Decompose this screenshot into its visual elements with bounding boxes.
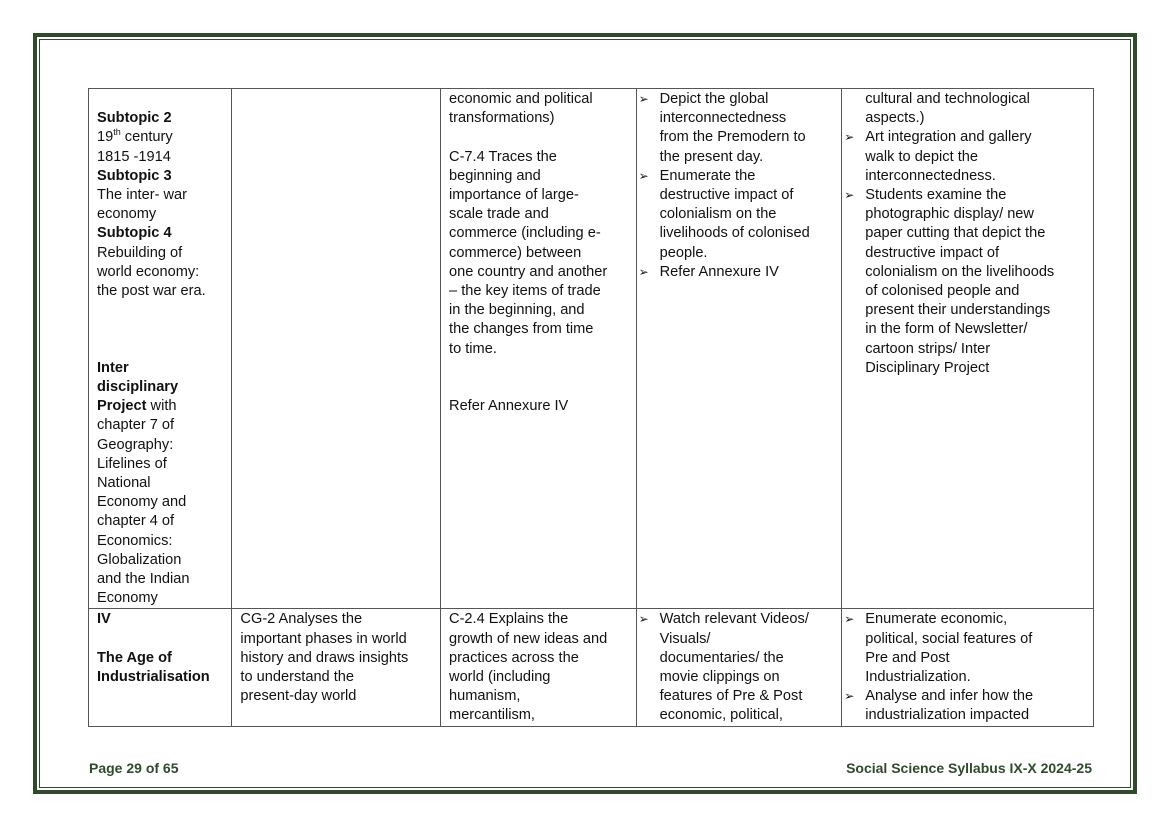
competency-line: transformations) <box>449 110 555 127</box>
subtopic-3-line: economy <box>97 206 157 223</box>
project-line: National <box>97 475 151 492</box>
competency-line: importance of large- <box>449 187 579 203</box>
competency-line: commerce) between <box>449 244 582 261</box>
competency-line: – the key items of trade <box>449 283 601 300</box>
document-title: Social Science Syllabus IX-X 2024-25 <box>846 760 1092 776</box>
subtopic-4-line: world economy: <box>97 263 200 280</box>
project-heading-line: Project with <box>97 398 177 415</box>
competency-cell <box>441 89 637 609</box>
learning-outcome-cell: CG-2 Analyses the important phases in world history and draws insights to understand the present-day world <box>232 609 441 726</box>
pedagogy-list <box>645 610 834 725</box>
project-line: chapter 7 of <box>97 417 175 434</box>
subtopic-2-heading: Subtopic 2 <box>97 110 172 127</box>
learning-outcome-cell <box>232 89 441 609</box>
competency-line: beginning and <box>449 167 541 184</box>
subtopic-3-line: The inter- war <box>97 187 188 203</box>
project-line: chapter 4 of <box>97 513 175 530</box>
project-line: Economy and <box>97 494 187 511</box>
subtopic-3-heading: Subtopic 3 <box>97 167 172 184</box>
competency-line: C-7.4 Traces the <box>449 148 557 165</box>
competency-line: to time. <box>449 340 497 357</box>
list-item-continued: cultural and technological aspects.) <box>865 91 1030 127</box>
competency-line: scale trade and <box>449 206 549 223</box>
unit-title-line: The Age of <box>97 649 172 666</box>
competency-line: economic and political <box>449 91 593 107</box>
list-item: ➢ Enumerate economic, political, social features of Pre and Post Industrialization. <box>850 610 1085 687</box>
unit-title-line: Industrialisation <box>97 669 210 686</box>
page-number: Page 29 of 65 <box>89 760 179 776</box>
pedagogy-list <box>645 90 834 282</box>
competency-cell: C-2.4 Explains the growth of new ideas and practices across the world (including humanism, mercantilism, <box>441 609 637 726</box>
project-heading-line: Inter <box>97 359 129 376</box>
topic-cell <box>89 609 232 726</box>
subtopic-4-heading: Subtopic 4 <box>97 225 172 242</box>
subtopic-4-line: the post war era. <box>97 283 206 300</box>
project-line: Globalization <box>97 551 182 568</box>
list-item: ➢ Analyse and infer how the industrialization impacted <box>850 687 1085 725</box>
activities-cell <box>842 609 1094 726</box>
list-item: ➢ Enumerate the destructive impact of colonialism on the livelihoods of colonised people. <box>645 167 834 263</box>
century-label: 19th century <box>97 127 173 146</box>
list-item: ➢ Students examine the photographic display/ new paper cutting that depict the destructive impact of colonialism on the livelihoods of colonised people and present their understandings in the form of Newsletter/ cartoon strips/ Inter Disciplinary Project <box>850 186 1085 378</box>
project-line: and the Indian <box>97 571 190 588</box>
project-line: Lifelines of <box>97 455 167 472</box>
annexure-reference: Refer Annexure IV <box>449 398 569 415</box>
list-item: ➢ Refer Annexure IV <box>645 263 834 282</box>
competency-line: commerce (including e- <box>449 225 601 242</box>
project-line: Economics: <box>97 532 173 549</box>
competency-line: one country and another <box>449 263 608 280</box>
table-row <box>89 89 1094 609</box>
competency-line: in the beginning, and <box>449 302 585 319</box>
competency-line: the changes from time <box>449 321 594 338</box>
project-line: Economy <box>97 590 158 607</box>
year-range: 1815 -1914 <box>97 148 171 165</box>
project-heading-line: disciplinary <box>97 379 179 396</box>
table-row <box>89 609 1094 726</box>
topic-cell <box>89 89 232 609</box>
subtopic-4-line: Rebuilding of <box>97 244 183 261</box>
project-line: Geography: <box>97 436 174 453</box>
list-item: ➢ Depict the global interconnectedness from the Premodern to the present day. <box>645 90 834 167</box>
pedagogy-cell <box>636 89 842 609</box>
activities-list <box>850 610 1085 725</box>
syllabus-table <box>88 88 1094 727</box>
activities-list <box>850 90 1085 378</box>
list-item: ➢ Art integration and gallery walk to depict the interconnectedness. <box>850 128 1085 186</box>
pedagogy-cell <box>636 609 842 726</box>
activities-cell <box>842 89 1094 609</box>
list-item: ➢ Watch relevant Videos/ Visuals/ documentaries/ the movie clippings on features of Pre & Post economic, political, <box>645 610 834 725</box>
unit-number: IV <box>97 611 111 628</box>
